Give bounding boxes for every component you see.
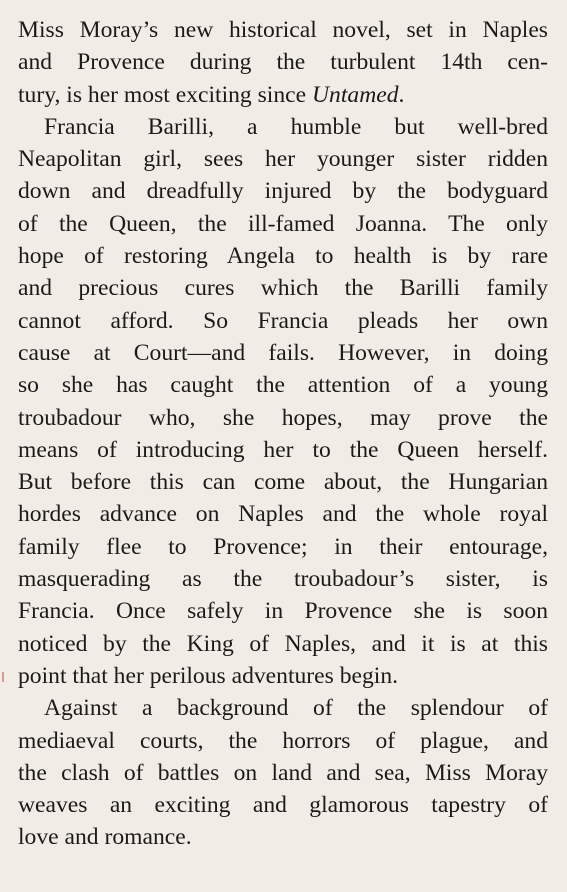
text-run: tury, is her most exciting since <box>18 81 312 108</box>
text-line: noticed by the King of Naples, and it is at this <box>18 630 548 657</box>
text-line: But before this can come about, the Hungarian <box>18 469 548 496</box>
text-line: love and romance. <box>18 824 192 851</box>
text-line: and Provence during the turbulent 14th cen- <box>18 49 548 76</box>
print-mark <box>2 672 4 682</box>
text-line: means of introducing her to the Queen herself. <box>18 436 548 463</box>
text-line: troubadour who, she hopes, may prove the <box>18 404 548 431</box>
text-line: the clash of battles on land and sea, Miss Moray <box>18 759 548 786</box>
text-line: Against a background of the splendour of <box>44 695 548 722</box>
text-line: hope of restoring Angela to health is by rare <box>18 243 548 270</box>
text-line: Francia. Once safely in Provence she is soon <box>18 598 548 625</box>
text-line: family flee to Provence; in their entourage, <box>18 533 548 560</box>
blurb-text <box>18 14 548 854</box>
text-line: mediaeval courts, the horrors of plague, and <box>18 727 548 754</box>
text-line: cause at Court—and fails. However, in doing <box>18 339 548 366</box>
text-line: hordes advance on Naples and the whole royal <box>18 501 548 528</box>
paragraph-2 <box>18 111 548 692</box>
paragraph-1 <box>18 14 548 111</box>
text-line: down and dreadfully injured by the bodyguard <box>18 178 548 205</box>
text-line: weaves an exciting and glamorous tapestry of <box>18 792 548 819</box>
text-line: Francia Barilli, a humble but well-bred <box>44 113 548 140</box>
text-line <box>18 79 548 111</box>
text-line: cannot afford. So Francia pleads her own <box>18 307 548 334</box>
book-title: Untamed <box>312 81 399 108</box>
text-line: so she has caught the attention of a young <box>18 372 548 399</box>
text-line: and precious cures which the Barilli family <box>18 275 548 302</box>
text-line: Neapolitan girl, sees her younger sister ridden <box>18 146 548 173</box>
text-line: point that her perilous adventures begin. <box>18 662 399 689</box>
text-line: Miss Moray’s new historical novel, set in Naples <box>18 17 548 43</box>
text-line: masquerading as the troubadour’s sister, is <box>18 566 548 593</box>
text-run: . <box>398 81 405 108</box>
paragraph-3 <box>18 692 548 853</box>
text-line: of the Queen, the ill-famed Joanna. The only <box>18 210 548 237</box>
